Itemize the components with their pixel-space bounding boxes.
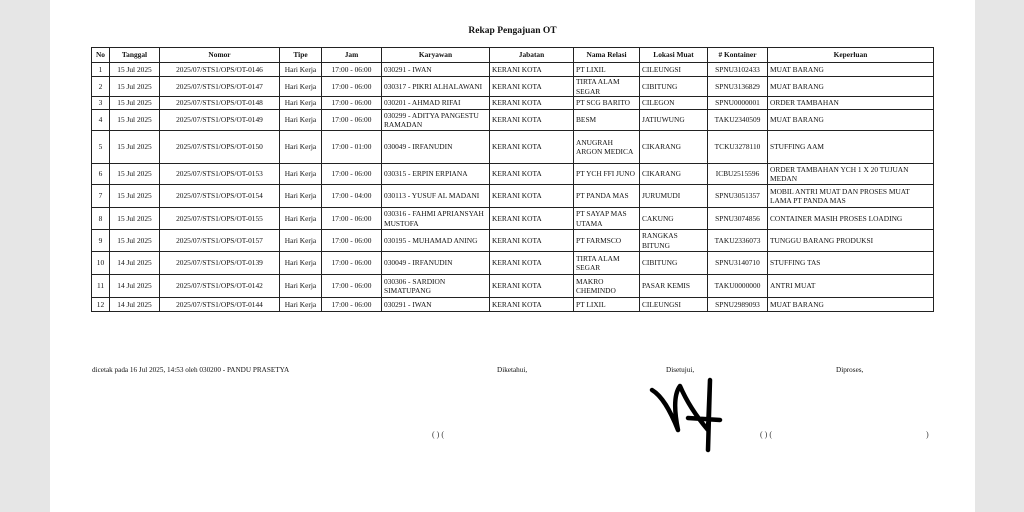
cell-jabatan: KERANI KOTA (490, 298, 574, 312)
signature-bracket-approved: ( ) ( (760, 430, 772, 439)
cell-nomor: 2025/07/STS1/OPS/OT-0155 (160, 208, 280, 230)
table-row (92, 298, 934, 312)
cell-tipe: Hari Kerja (280, 230, 322, 252)
processed-label: Diproses, (836, 366, 864, 374)
cell-lokasi-muat: CIKARANG (640, 131, 708, 164)
cell-nomor: 2025/07/STS1/OPS/OT-0146 (160, 63, 280, 77)
cell-kontainer: SPNU0000001 (708, 97, 768, 110)
cell-nama-relasi: PT SAYAP MAS UTAMA (574, 208, 640, 230)
cell-nama-relasi: TIRTA ALAM SEGAR (574, 77, 640, 97)
table-row (92, 275, 934, 298)
document-page (50, 0, 975, 512)
cell-nomor: 2025/07/STS1/OPS/OT-0139 (160, 252, 280, 275)
cell-nomor: 2025/07/STS1/OPS/OT-0153 (160, 164, 280, 185)
cell-no: 3 (92, 97, 110, 110)
cell-keperluan: MUAT BARANG (768, 77, 934, 97)
cell-lokasi-muat: PASAR KEMIS (640, 275, 708, 298)
cell-nama-relasi: PT LIXIL (574, 298, 640, 312)
approved-label: Disetujui, (666, 366, 695, 374)
cell-nomor: 2025/07/STS1/OPS/OT-0148 (160, 97, 280, 110)
cell-kontainer: TAKU0000000 (708, 275, 768, 298)
table-row (92, 131, 934, 164)
cell-lokasi-muat: CAKUNG (640, 208, 708, 230)
cell-kontainer: TAKU2340509 (708, 110, 768, 131)
cell-karyawan: 030315 - ERPIN ERPIANA (382, 164, 490, 185)
cell-kontainer: SPNU3074856 (708, 208, 768, 230)
cell-tanggal: 15 Jul 2025 (110, 131, 160, 164)
cell-karyawan: 030317 - PIKRI ALHALAWANI (382, 77, 490, 97)
cell-karyawan: 030201 - AHMAD RIFAI (382, 97, 490, 110)
column-header-lokasi-muat: Lokasi Muat (640, 48, 708, 63)
cell-lokasi-muat: CIBITUNG (640, 252, 708, 275)
table-row (92, 63, 934, 77)
cell-jabatan: KERANI KOTA (490, 164, 574, 185)
cell-jabatan: KERANI KOTA (490, 131, 574, 164)
cell-nama-relasi: PT LIXIL (574, 63, 640, 77)
cell-kontainer: SPNU3051357 (708, 185, 768, 208)
cell-jabatan: KERANI KOTA (490, 110, 574, 131)
cell-tanggal: 15 Jul 2025 (110, 97, 160, 110)
cell-jabatan: KERANI KOTA (490, 252, 574, 275)
document-title: Rekap Pengajuan OT (468, 26, 557, 36)
cell-tanggal: 15 Jul 2025 (110, 208, 160, 230)
cell-nomor: 2025/07/STS1/OPS/OT-0147 (160, 77, 280, 97)
cell-nama-relasi: BESM (574, 110, 640, 131)
cell-tipe: Hari Kerja (280, 164, 322, 185)
cell-lokasi-muat: JATIUWUNG (640, 110, 708, 131)
column-header-jam: Jam (322, 48, 382, 63)
cell-karyawan: 030113 - YUSUF AL MADANI (382, 185, 490, 208)
cell-jam: 17:00 - 06:00 (322, 298, 382, 312)
column-header-nama-relasi: Nama Relasi (574, 48, 640, 63)
cell-no: 11 (92, 275, 110, 298)
cell-keperluan: STUFFING TAS (768, 252, 934, 275)
cell-keperluan: ANTRI MUAT (768, 275, 934, 298)
cell-no: 12 (92, 298, 110, 312)
cell-jam: 17:00 - 06:00 (322, 164, 382, 185)
cell-jam: 17:00 - 06:00 (322, 252, 382, 275)
cell-tipe: Hari Kerja (280, 77, 322, 97)
cell-kontainer: TCKU3278110 (708, 131, 768, 164)
table-body (92, 63, 934, 312)
cell-keperluan: ORDER TAMBAHAN (768, 97, 934, 110)
cell-lokasi-muat: CIKARANG (640, 164, 708, 185)
cell-tipe: Hari Kerja (280, 110, 322, 131)
cell-tipe: Hari Kerja (280, 131, 322, 164)
cell-tanggal: 15 Jul 2025 (110, 77, 160, 97)
column-header-kontainer: # Kontainer (708, 48, 768, 63)
cell-no: 4 (92, 110, 110, 131)
column-header-tanggal: Tanggal (110, 48, 160, 63)
column-header-nomor: Nomor (160, 48, 280, 63)
cell-lokasi-muat: JURUMUDI (640, 185, 708, 208)
cell-lokasi-muat: CILEUNGSI (640, 63, 708, 77)
cell-tanggal: 14 Jul 2025 (110, 252, 160, 275)
handwritten-signature-icon (648, 360, 728, 460)
cell-jam: 17:00 - 04:00 (322, 185, 382, 208)
table-header-row (92, 48, 934, 63)
cell-karyawan: 030306 - SARDION SIMATUPANG (382, 275, 490, 298)
cell-nama-relasi: PT FARMSCO (574, 230, 640, 252)
cell-no: 9 (92, 230, 110, 252)
column-header-jabatan: Jabatan (490, 48, 574, 63)
cell-jam: 17:00 - 06:00 (322, 275, 382, 298)
cell-karyawan: 030195 - MUHAMAD ANING (382, 230, 490, 252)
column-header-no: No (92, 48, 110, 63)
column-header-karyawan: Karyawan (382, 48, 490, 63)
table-row (92, 230, 934, 252)
cell-jabatan: KERANI KOTA (490, 77, 574, 97)
cell-jabatan: KERANI KOTA (490, 185, 574, 208)
cell-jabatan: KERANI KOTA (490, 275, 574, 298)
cell-karyawan: 030299 - ADITYA PANGESTU RAMADAN (382, 110, 490, 131)
cell-jam: 17:00 - 01:00 (322, 131, 382, 164)
cell-nama-relasi: PT PANDA MAS (574, 185, 640, 208)
cell-no: 7 (92, 185, 110, 208)
cell-nomor: 2025/07/STS1/OPS/OT-0142 (160, 275, 280, 298)
table-row (92, 164, 934, 185)
cell-lokasi-muat: CILEGON (640, 97, 708, 110)
cell-nama-relasi: PT YCH FFI JUNO (574, 164, 640, 185)
cell-karyawan: 030291 - IWAN (382, 63, 490, 77)
cell-kontainer: TAKU2336073 (708, 230, 768, 252)
cell-karyawan: 030316 - FAHMI APRIANSYAH MUSTOFA (382, 208, 490, 230)
cell-jabatan: KERANI KOTA (490, 230, 574, 252)
cell-kontainer: SPNU2989093 (708, 298, 768, 312)
cell-nomor: 2025/07/STS1/OPS/OT-0154 (160, 185, 280, 208)
cell-keperluan: MUAT BARANG (768, 63, 934, 77)
cell-jabatan: KERANI KOTA (490, 208, 574, 230)
cell-nama-relasi: PT SCG BARITO (574, 97, 640, 110)
cell-nama-relasi: MAKRO CHEMINDO (574, 275, 640, 298)
cell-jam: 17:00 - 06:00 (322, 110, 382, 131)
cell-tipe: Hari Kerja (280, 275, 322, 298)
cell-tipe: Hari Kerja (280, 185, 322, 208)
cell-nomor: 2025/07/STS1/OPS/OT-0157 (160, 230, 280, 252)
cell-tipe: Hari Kerja (280, 252, 322, 275)
cell-nama-relasi: ANUGRAH ARGON MEDICA (574, 131, 640, 164)
cell-keperluan: ORDER TAMBAHAN YCH 1 X 20 TUJUAN MEDAN (768, 164, 934, 185)
cell-tipe: Hari Kerja (280, 97, 322, 110)
cell-no: 2 (92, 77, 110, 97)
cell-tanggal: 15 Jul 2025 (110, 110, 160, 131)
cell-lokasi-muat: RANGKAS BITUNG (640, 230, 708, 252)
cell-jabatan: KERANI KOTA (490, 97, 574, 110)
cell-tanggal: 15 Jul 2025 (110, 164, 160, 185)
cell-jam: 17:00 - 06:00 (322, 230, 382, 252)
cell-nama-relasi: TIRTA ALAM SEGAR (574, 252, 640, 275)
table-row (92, 110, 934, 131)
cell-lokasi-muat: CIBITUNG (640, 77, 708, 97)
cell-keperluan: CONTAINER MASIH PROSES LOADING (768, 208, 934, 230)
cell-kontainer: SPNU3102433 (708, 63, 768, 77)
cell-keperluan: MUAT BARANG (768, 298, 934, 312)
column-header-tipe: Tipe (280, 48, 322, 63)
cell-jam: 17:00 - 06:00 (322, 63, 382, 77)
print-info: dicetak pada 16 Jul 2025, 14:53 oleh 030200 - PANDU PRASETYA (92, 366, 290, 374)
cell-no: 1 (92, 63, 110, 77)
cell-tanggal: 14 Jul 2025 (110, 275, 160, 298)
cell-no: 6 (92, 164, 110, 185)
cell-keperluan: MUAT BARANG (768, 110, 934, 131)
table-row (92, 77, 934, 97)
cell-karyawan: 030049 - IRFANUDIN (382, 252, 490, 275)
cell-nomor: 2025/07/STS1/OPS/OT-0149 (160, 110, 280, 131)
cell-jam: 17:00 - 06:00 (322, 97, 382, 110)
cell-tanggal: 15 Jul 2025 (110, 63, 160, 77)
cell-keperluan: MOBIL ANTRI MUAT DAN PROSES MUAT LAMA PT PANDA MAS (768, 185, 934, 208)
known-label: Diketahui, (497, 366, 528, 374)
cell-karyawan: 030291 - IWAN (382, 298, 490, 312)
ot-table (91, 47, 934, 312)
cell-tanggal: 15 Jul 2025 (110, 185, 160, 208)
cell-kontainer: SPNU3140710 (708, 252, 768, 275)
cell-jabatan: KERANI KOTA (490, 63, 574, 77)
cell-tanggal: 14 Jul 2025 (110, 298, 160, 312)
cell-jam: 17:00 - 06:00 (322, 77, 382, 97)
cell-kontainer: SPNU3136829 (708, 77, 768, 97)
cell-nomor: 2025/07/STS1/OPS/OT-0150 (160, 131, 280, 164)
table-row (92, 97, 934, 110)
cell-tanggal: 15 Jul 2025 (110, 230, 160, 252)
cell-keperluan: STUFFING AAM (768, 131, 934, 164)
cell-jam: 17:00 - 06:00 (322, 208, 382, 230)
signature-bracket-known: ( ) ( (432, 430, 444, 439)
cell-tipe: Hari Kerja (280, 63, 322, 77)
table-row (92, 185, 934, 208)
column-header-keperluan: Keperluan (768, 48, 934, 63)
cell-lokasi-muat: CILEUNGSI (640, 298, 708, 312)
cell-tipe: Hari Kerja (280, 208, 322, 230)
cell-no: 5 (92, 131, 110, 164)
table-row (92, 208, 934, 230)
cell-no: 10 (92, 252, 110, 275)
cell-no: 8 (92, 208, 110, 230)
cell-tipe: Hari Kerja (280, 298, 322, 312)
cell-keperluan: TUNGGU BARANG PRODUKSI (768, 230, 934, 252)
cell-karyawan: 030049 - IRFANUDIN (382, 131, 490, 164)
cell-kontainer: ICBU2515596 (708, 164, 768, 185)
table-row (92, 252, 934, 275)
cell-nomor: 2025/07/STS1/OPS/OT-0144 (160, 298, 280, 312)
signature-bracket-processed: ) (926, 430, 929, 439)
